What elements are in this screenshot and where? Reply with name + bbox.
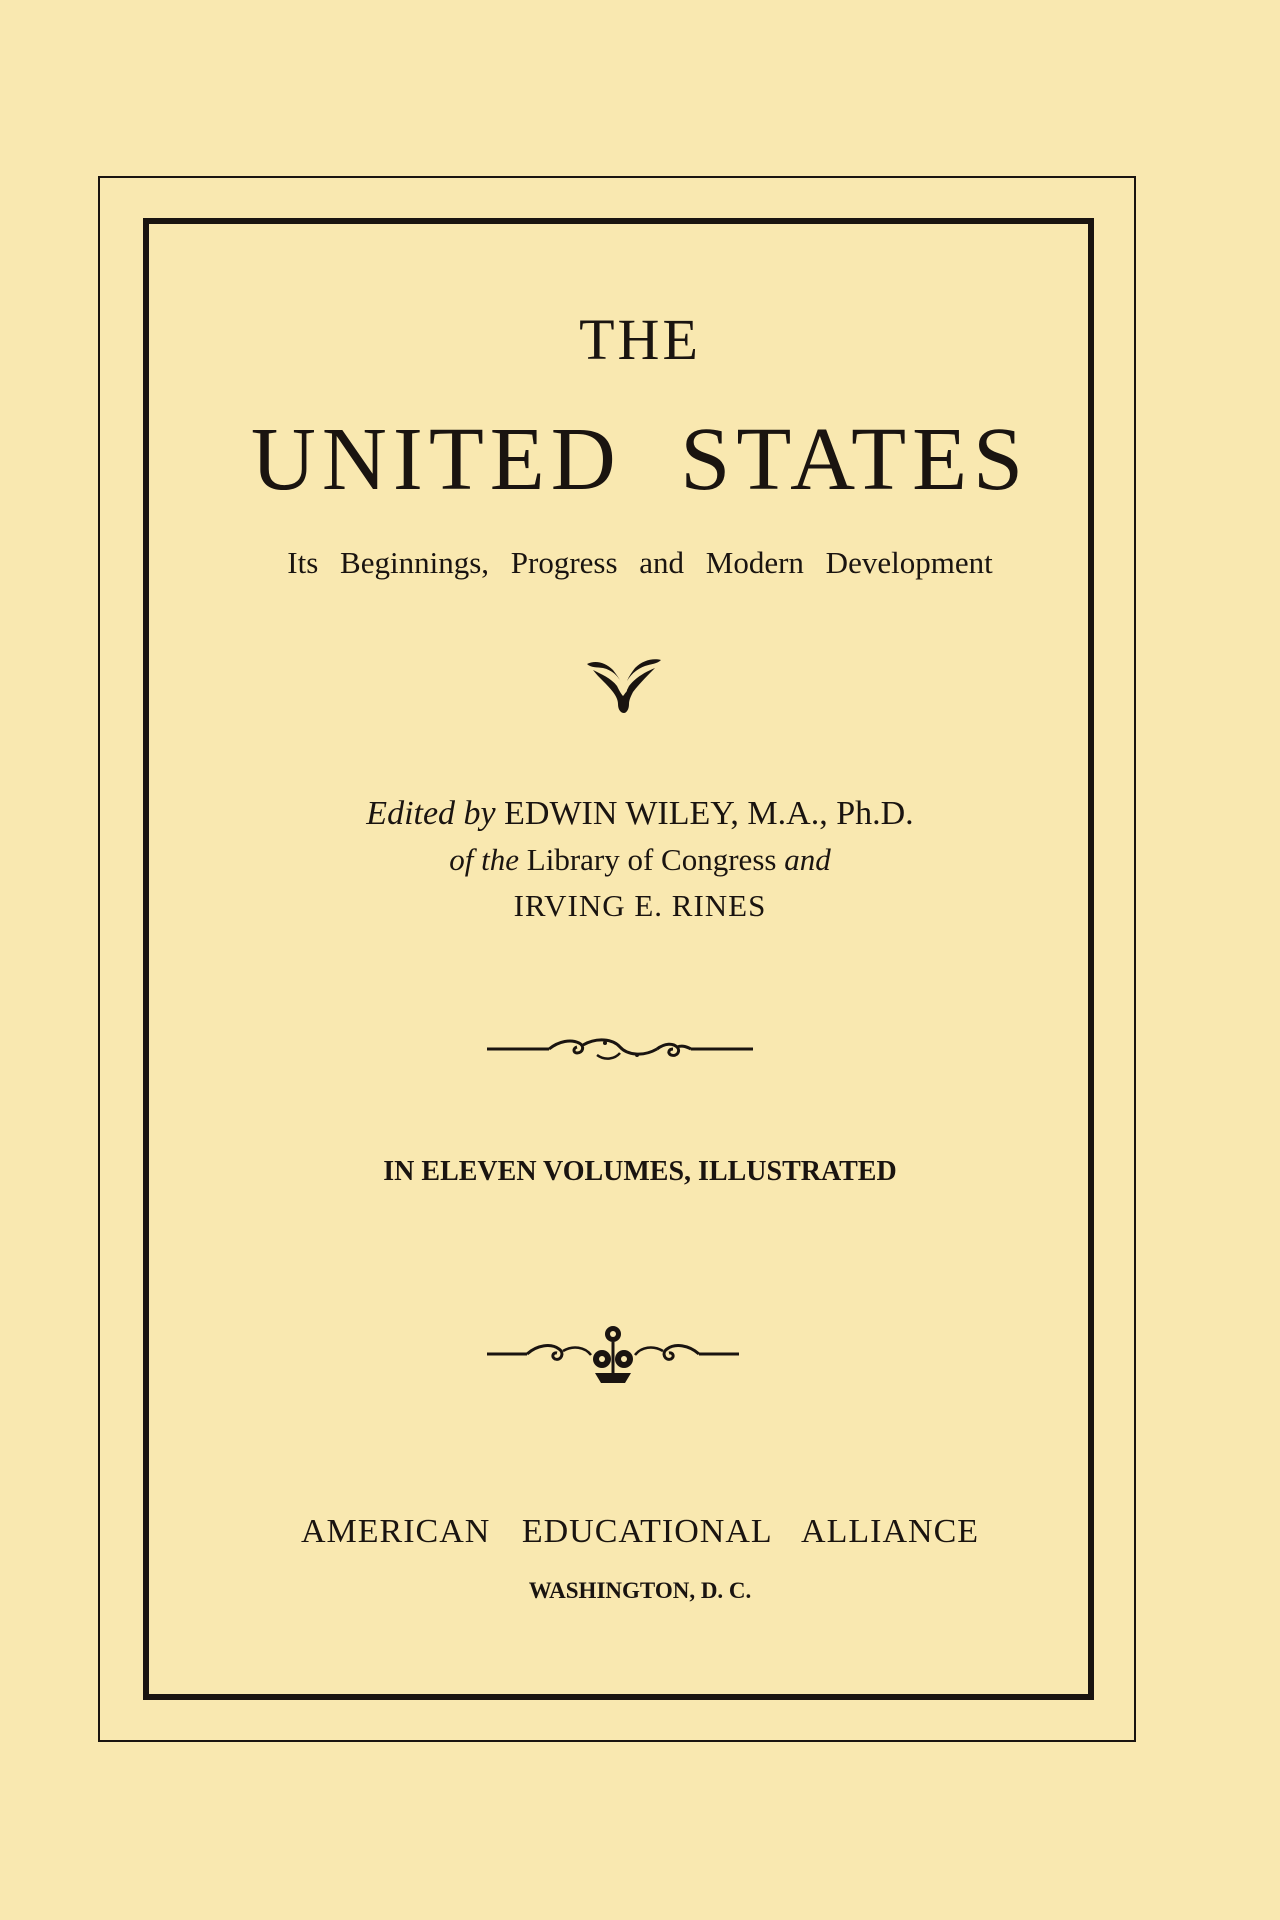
scroll-ornament-icon: [487, 1031, 753, 1067]
editor-affiliation-line: [0, 842, 1280, 878]
edited-by-label: Edited by: [366, 795, 496, 832]
editor-name-primary: EDWIN WILEY, M.A., Ph.D.: [504, 795, 914, 832]
of-the-label: of the: [449, 842, 520, 877]
subtitle: Its Beginnings, Progress and Modern Development: [287, 545, 993, 580]
editor-credit-line: [0, 795, 1280, 833]
publisher-name: AMERICAN EDUCATIONAL ALLIANCE: [300, 1513, 980, 1550]
and-label: and: [784, 842, 831, 877]
publisher-city: WASHINGTON, D. C.: [528, 1578, 752, 1603]
title-article: THE: [579, 307, 701, 372]
editor-name-secondary: IRVING E. RINES: [513, 888, 767, 923]
editor-affiliation: Library of Congress: [526, 842, 777, 877]
volumes-note: IN ELEVEN VOLUMES, ILLUSTRATED: [383, 1156, 897, 1187]
eagle-icon: [585, 656, 663, 714]
main-title: UNITED STATES: [250, 410, 1030, 509]
floral-scroll-ornament-icon: [487, 1323, 739, 1385]
